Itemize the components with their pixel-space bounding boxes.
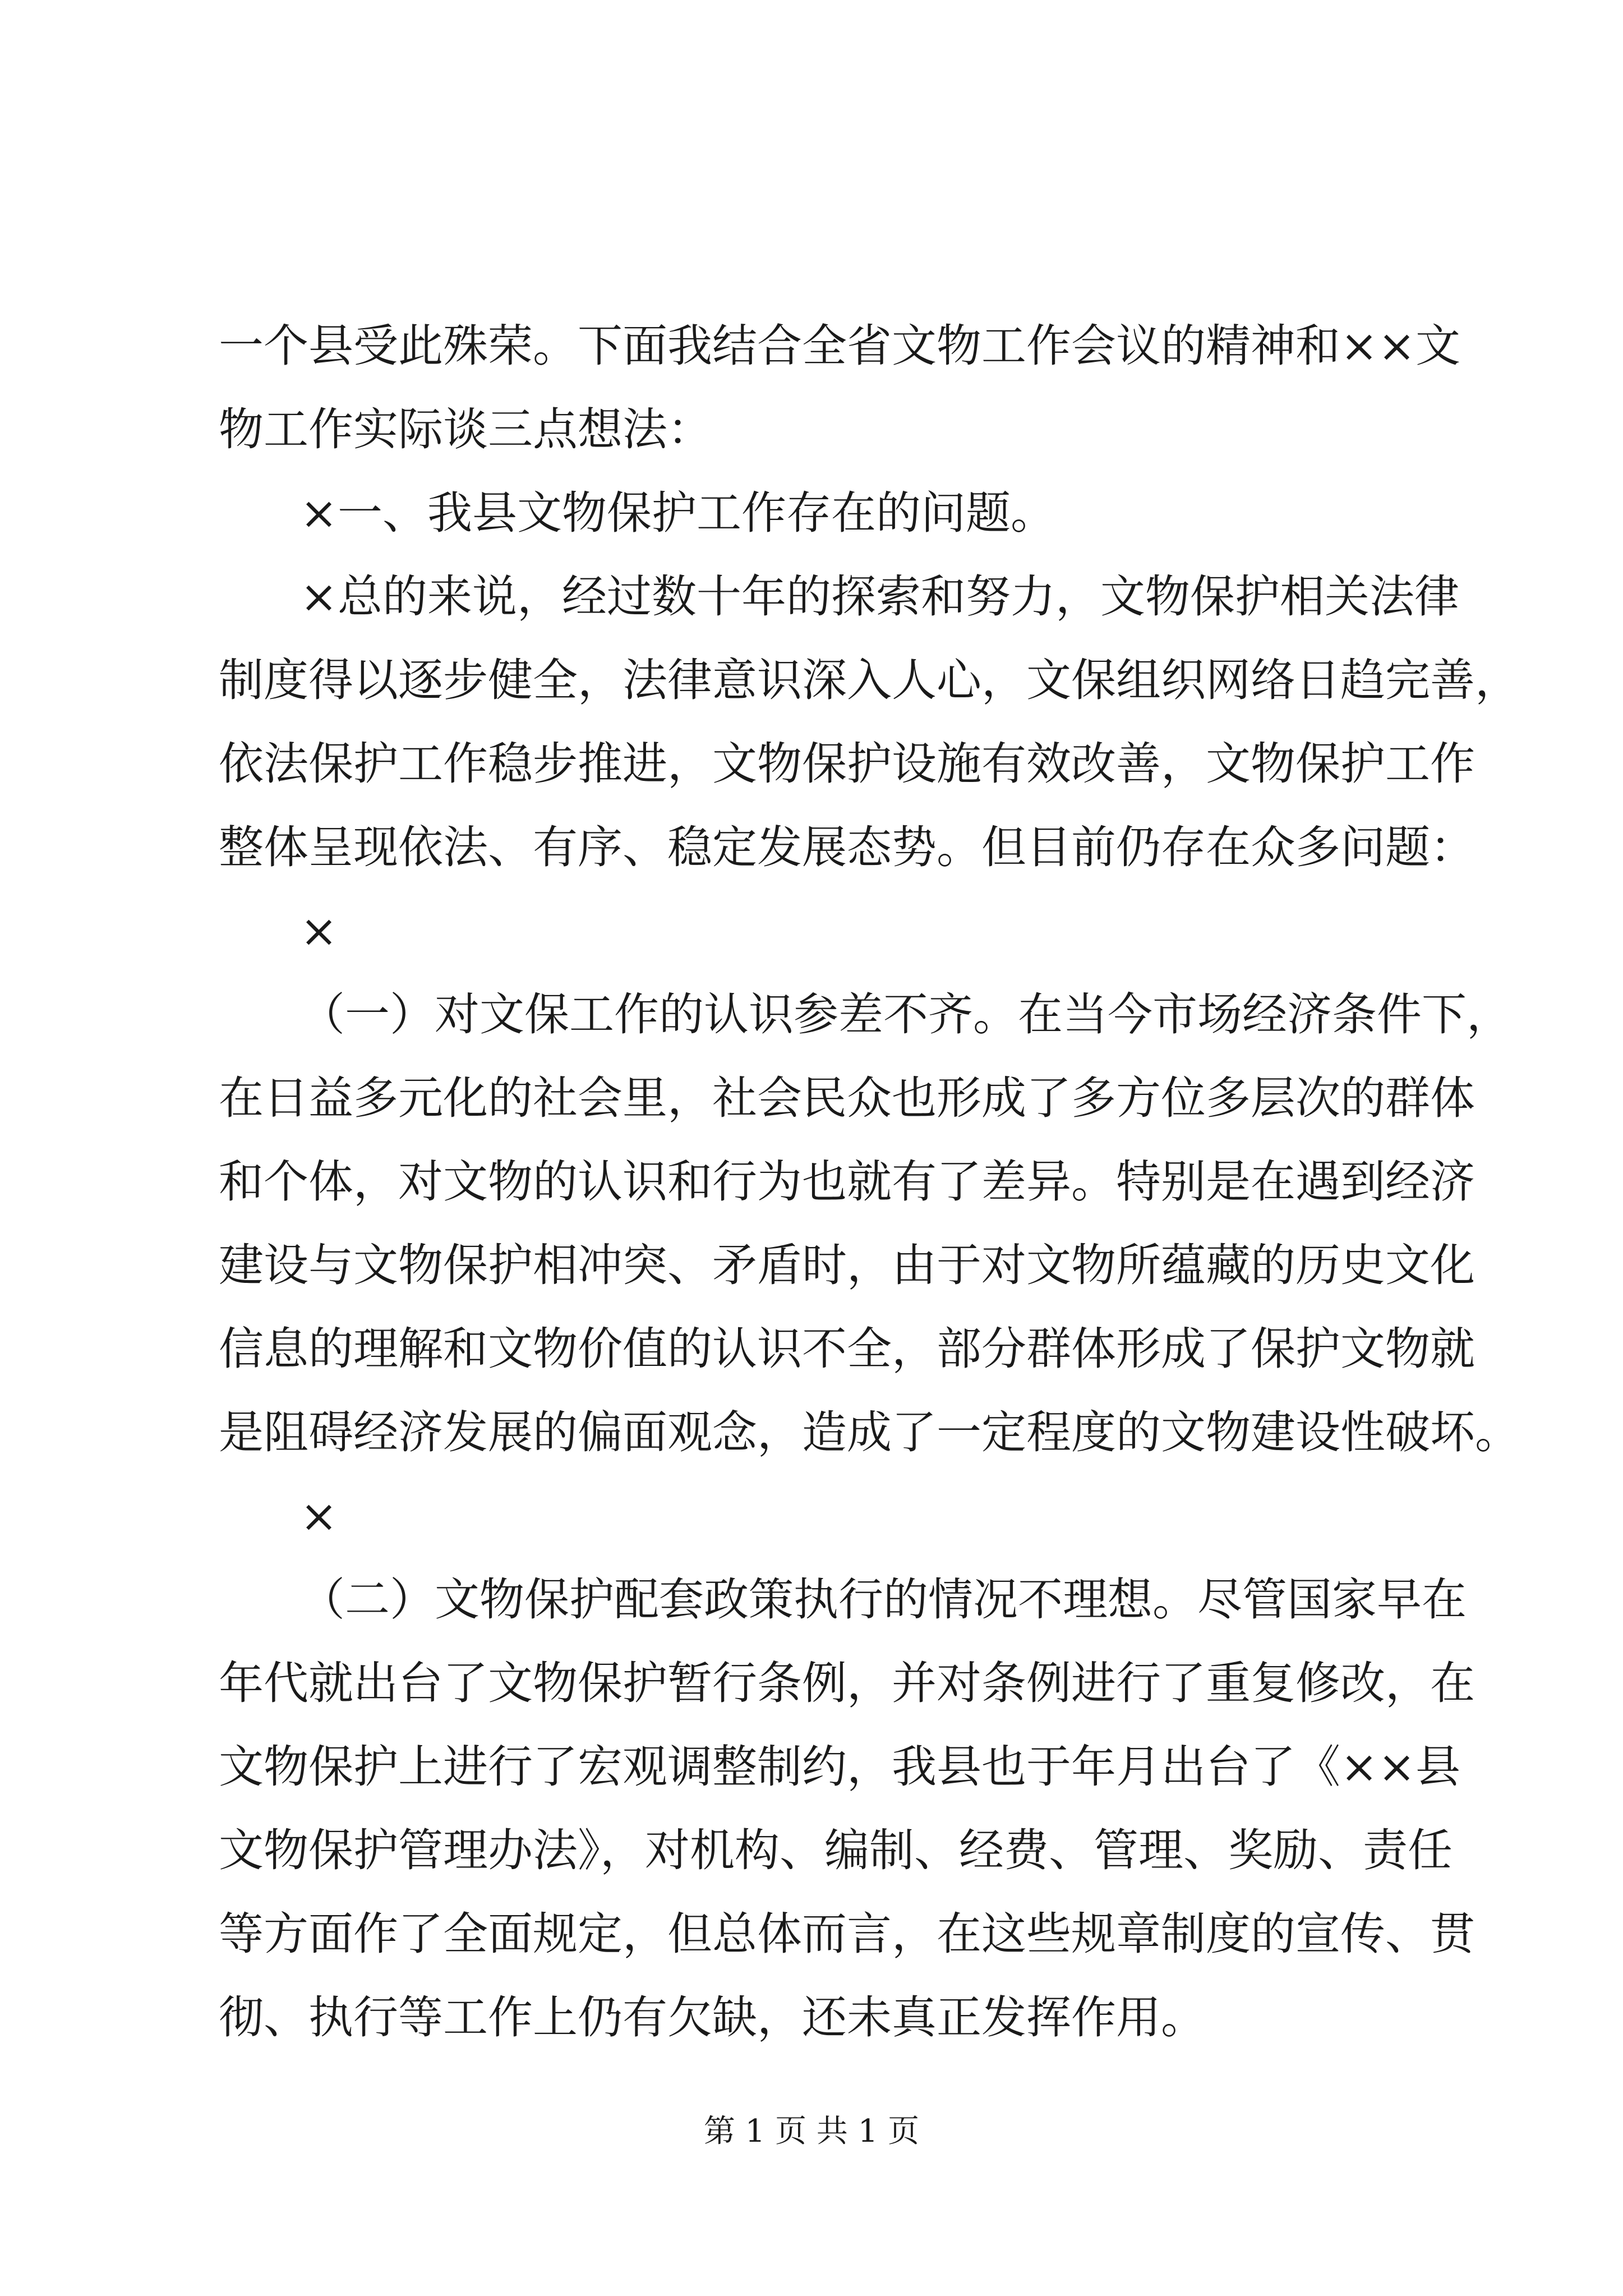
text-line: 在日益多元化的社会里，社会民众也形成了多方位多层次的群体 xyxy=(219,1072,1475,1124)
text-line: 彻、执行等工作上仍有欠缺，还未真正发挥作用。 xyxy=(219,1991,1206,2044)
page-footer: 第 1 页 共 1 页 xyxy=(703,2113,920,2150)
text-line: 整体呈现依法、有序、稳定发展态势。但目前仍存在众多问题： xyxy=(219,821,1475,873)
body-text xyxy=(219,304,1520,2059)
text-line: 和个体，对文物的认识和行为也就有了差异。特别是在遇到经济 xyxy=(219,1156,1475,1208)
text-line: 文物保护管理办法》，对机构、编制、经费、管理、奖励、责任 xyxy=(219,1824,1453,1876)
text-line: 制度得以逐步健全，法律意识深入人心，文保组织网络日趋完善， xyxy=(219,654,1520,706)
text-line: × xyxy=(300,905,338,957)
text-line: × xyxy=(300,1490,338,1542)
section-heading: ×一、我县文物保护工作存在的问题。 xyxy=(300,487,1056,539)
text-line: 物工作实际谈三点想法： xyxy=(219,403,712,455)
text-line: 建设与文物保护相冲突、矛盾时，由于对文物所蕴藏的历史文化 xyxy=(219,1239,1475,1291)
text-line: （一）对文保工作的认识参差不齐。在当今市场经济条件下， xyxy=(300,988,1511,1041)
text-line: ×总的来说，经过数十年的探索和努力，文物保护相关法律 xyxy=(300,570,1460,623)
text-line: 一个县受此殊荣。下面我结合全省文物工作会议的精神和××文 xyxy=(219,320,1461,372)
text-line: 依法保护工作稳步推进，文物保护设施有效改善，文物保护工作 xyxy=(219,738,1475,790)
text-line: 是阻碍经济发展的偏面观念，造成了一定程度的文物建设性破坏。 xyxy=(219,1406,1520,1458)
text-line: 信息的理解和文物价值的认识不全，部分群体形成了保护文物就 xyxy=(219,1323,1475,1375)
text-line: （二）文物保护配套政策执行的情况不理想。尽管国家早在 xyxy=(300,1573,1467,1626)
text-line: 文物保护上进行了宏观调整制约，我县也于年月出台了《××县 xyxy=(219,1741,1461,1793)
text-line: 等方面作了全面规定，但总体而言，在这些规章制度的宣传、贯 xyxy=(219,1908,1475,1960)
text-line: 年代就出台了文物保护暂行条例，并对条例进行了重复修改，在 xyxy=(219,1657,1475,1709)
